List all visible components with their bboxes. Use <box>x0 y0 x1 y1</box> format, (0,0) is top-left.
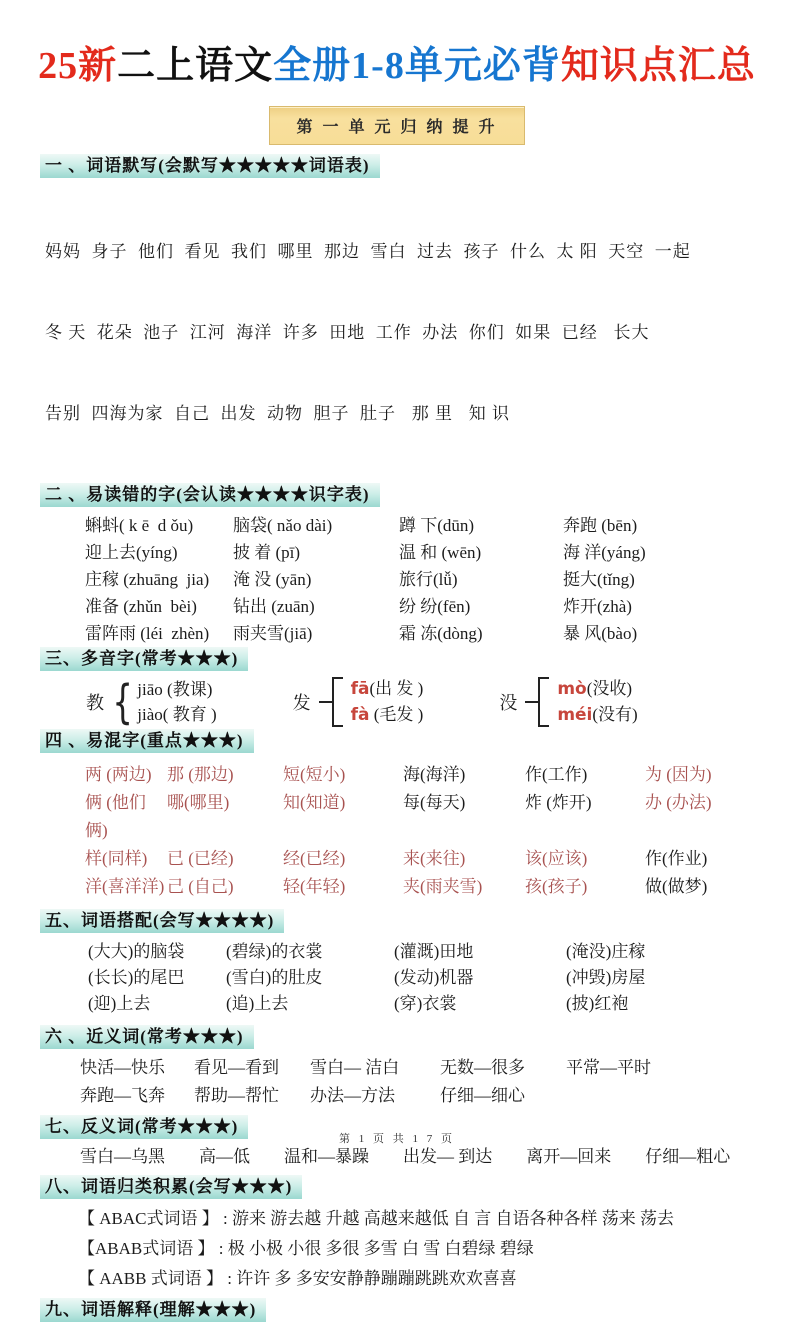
confusable-cell: 为 (因为) <box>645 765 712 784</box>
pinyin-cell: 暴 风(bào) <box>563 624 638 643</box>
confusable-cell: 炸 (炸开) <box>525 793 592 812</box>
reading-line <box>137 702 216 727</box>
pinyin-cell: 霜 冻(dòng) <box>399 624 483 643</box>
antonym-item: 雪白—乌黑 <box>80 1147 165 1166</box>
bracket-connector <box>319 701 332 703</box>
confusable-cell: 已 (已经) <box>167 849 234 868</box>
title-segment: 全册1-8单元必背 <box>273 45 561 87</box>
study-sheet-page <box>0 44 794 1319</box>
pinyin-cell: 挺大(tǐng) <box>563 570 635 589</box>
pinyin-cell: 脑袋( nǎo dài) <box>233 516 333 535</box>
brace-glyph: { <box>112 675 133 729</box>
section-heading-label: 七、反义词(常考★★★) <box>40 1115 248 1139</box>
polyphone-char: 发 <box>292 693 311 713</box>
confusable-cell: 经(已经) <box>283 849 346 868</box>
section-heading-2 <box>40 483 794 507</box>
pinyin-cell: 纷 纷(fēn) <box>399 597 471 616</box>
pinyin-cell: 炸开(zhà) <box>563 597 632 616</box>
reading-text: (毛发 ) <box>369 705 424 724</box>
reading-pinyin: jiāo <box>137 680 163 699</box>
confusable-cell: 每(每天) <box>403 793 466 812</box>
title-segment: 25新 <box>38 45 118 87</box>
polyphone-readings <box>351 676 424 728</box>
synonym-item: 看见—看到 <box>194 1058 279 1077</box>
confusable-cell: 该(应该) <box>525 849 588 868</box>
reading-text: (没有) <box>592 705 638 724</box>
unit-banner-row <box>0 106 794 144</box>
polyphone-group <box>499 676 637 728</box>
pinyin-cell: 披 着 (pī) <box>233 543 301 562</box>
section-heading-3 <box>40 647 794 671</box>
collocation-cell: (迎)上去 <box>88 994 151 1013</box>
polyphone-readings <box>137 677 216 727</box>
confusable-cell: 作(作业) <box>645 849 708 868</box>
synonym-item: 帮助—帮忙 <box>194 1086 279 1105</box>
pattern-line: 【 ABAC式词语 】 : 游来 游去越 升越 高越来越低 自 言 自语各种各样 荡来 荡去 <box>78 1209 674 1228</box>
polyphone-group <box>86 677 217 727</box>
collocation-cell: (灌溉)田地 <box>394 942 474 961</box>
pinyin-cell: 海 洋(yáng) <box>563 543 646 562</box>
pinyin-cell: 蹲 下(dūn) <box>399 516 475 535</box>
confusable-cell: 己 (自己) <box>167 877 234 896</box>
section-heading-label: 八、词语归类积累(会写★★★) <box>40 1175 302 1199</box>
synonym-item: 奔跑—飞奔 <box>80 1086 165 1105</box>
pinyin-cell: 奔跑 (bēn) <box>563 516 638 535</box>
section-heading-1 <box>40 154 794 178</box>
collocation-cell: (穿)衣裳 <box>394 994 457 1013</box>
confusable-cell: 作(工作) <box>525 765 588 784</box>
collocation-cell: (发动)机器 <box>394 968 474 987</box>
collocation-table <box>88 939 774 1017</box>
title-segment: 知识点汇总 <box>560 45 756 87</box>
antonym-item: 温和—暴躁 <box>284 1147 369 1166</box>
section-heading-label: 二 、易读错的字(会认读★★★★识字表) <box>40 483 380 507</box>
pinyin-cell: 淹 没 (yān) <box>233 570 312 589</box>
unit-banner: 第 一 单 元 归 纳 提 升 <box>269 106 524 145</box>
pinyin-cell: 迎上去(yíng) <box>85 543 178 562</box>
confusable-cell: 两 (两边) <box>85 765 152 784</box>
pinyin-cell: 温 和 (wēn) <box>399 543 482 562</box>
confusable-cell: 办 (办法) <box>645 793 712 812</box>
synonym-item: 办法—方法 <box>310 1086 395 1105</box>
collocation-cell: (冲毁)房屋 <box>566 968 646 987</box>
section-heading-label: 九、词语解释(理解★★★) <box>40 1298 266 1322</box>
collocation-cell: (雪白)的肚皮 <box>226 968 323 987</box>
collocation-cell: (追)上去 <box>226 994 289 1013</box>
word-list-line: 妈妈 身子 他们 看见 我们 哪里 那边 雪白 过去 孩子 什么 太 阳 天空 一起 <box>45 242 691 261</box>
bracket-shape <box>538 677 549 727</box>
word-list-line: 冬 天 花朵 池子 江河 海洋 许多 田地 工作 办法 你们 如果 已经 长大 <box>45 323 650 342</box>
confusable-cell: 夹(雨夹雪) <box>403 877 483 896</box>
reading-line <box>557 702 637 728</box>
antonym-row <box>80 1144 774 1170</box>
section-heading-9 <box>40 1298 794 1322</box>
synonym-item: 快活—快乐 <box>80 1058 165 1077</box>
polyphone-readings <box>557 676 637 728</box>
pinyin-cell: 雷阵雨 (léi zhèn) <box>85 624 210 643</box>
section-heading-8 <box>40 1175 794 1199</box>
pinyin-cell: 雨夹雪(jiā) <box>233 624 313 643</box>
reading-pinyin: mò <box>557 679 587 699</box>
reading-text: (出 发 ) <box>369 679 424 698</box>
antonym-item: 仔细—粗心 <box>645 1147 731 1166</box>
confusable-cell: 洋(喜洋洋) <box>85 877 165 896</box>
reading-pinyin: jiào <box>137 705 163 724</box>
confusable-characters-table <box>85 761 774 901</box>
confusable-cell: 海(海洋) <box>403 765 466 784</box>
word-dictation-list <box>45 184 764 481</box>
pinyin-cell: 旅行(lǚ) <box>399 570 458 589</box>
synonym-item: 无数—很多 <box>440 1058 525 1077</box>
reading-pinyin: fà <box>350 705 370 725</box>
reading-pinyin: fā <box>350 679 370 699</box>
confusable-cell: 知(知道) <box>283 793 346 812</box>
confusable-cell: 来(来往) <box>403 849 466 868</box>
collocation-cell: (披)红袍 <box>566 994 629 1013</box>
reading-line <box>557 676 637 702</box>
polyphone-char: 没 <box>499 693 518 713</box>
reading-text: (没收) <box>586 679 633 698</box>
section-heading-4 <box>40 729 794 753</box>
reading-line <box>351 702 424 728</box>
reading-text: ( 教育 ) <box>162 705 217 724</box>
bracket-connector <box>525 701 538 703</box>
page-footer: 第 1 页 共 1 7 页 <box>339 1133 455 1145</box>
confusable-cell: 孩(孩子) <box>525 877 588 896</box>
section-heading-label: 五、词语搭配(会写★★★★) <box>40 909 284 933</box>
synonym-table <box>80 1054 774 1110</box>
collocation-cell: (碧绿)的衣裳 <box>226 942 323 961</box>
confusable-cell: 做(做梦) <box>645 877 708 896</box>
confusable-cell: 短(短小) <box>283 765 346 784</box>
antonym-item: 离开—回来 <box>526 1147 612 1166</box>
title-segment: 二上语文 <box>117 45 274 87</box>
collocation-cell: (大大)的脑袋 <box>88 942 185 961</box>
bracket-shape <box>332 677 343 727</box>
synonym-item: 仔细—细心 <box>440 1086 525 1105</box>
pattern-line: 【ABAB式词语 】 : 极 小极 小很 多很 多雪 白 雪 白碧绿 碧绿 <box>78 1239 534 1258</box>
section-heading-5 <box>40 909 794 933</box>
antonym-item: 出发— 到达 <box>403 1147 493 1166</box>
reading-line <box>351 676 424 702</box>
synonym-item: 平常—平时 <box>566 1058 651 1077</box>
section-heading-label: 三、多音字(常考★★★) <box>40 647 248 671</box>
pinyin-cell: 蝌蚪( k ē d ǒu) <box>85 516 194 535</box>
pinyin-cell: 钻出 (zuān) <box>233 597 315 616</box>
section-heading-label: 一 、词语默写(会默写★★★★★词语表) <box>40 154 380 178</box>
polyphone-row <box>86 675 794 729</box>
pinyin-cell: 准备 (zhǔn bèi) <box>85 597 197 616</box>
confusable-cell: 轻(年轻) <box>283 877 346 896</box>
section-heading-label: 四 、易混字(重点★★★) <box>40 729 254 753</box>
polyphone-group <box>293 676 424 728</box>
pattern-line: 【 AABB 式词语 】 : 许许 多 多安安静静蹦蹦跳跳欢欢喜喜 <box>78 1269 517 1288</box>
collocation-cell: (长长)的尾巴 <box>88 968 185 987</box>
confusable-cell: 俩 (他们俩) <box>85 793 146 840</box>
confusable-cell: 哪(哪里) <box>167 793 230 812</box>
polyphone-char: 教 <box>86 693 104 713</box>
pinyin-cell: 庄稼 (zhuāng jia) <box>85 570 210 589</box>
section-heading-6 <box>40 1025 794 1049</box>
reading-text: (教课) <box>162 680 213 699</box>
collocation-cell: (淹没)庄稼 <box>566 942 646 961</box>
misread-characters-table <box>85 512 774 647</box>
section-heading-label: 六 、近义词(常考★★★) <box>40 1025 254 1049</box>
reading-line <box>137 677 216 702</box>
synonym-item: 雪白— 洁白 <box>310 1058 400 1077</box>
word-list-line: 告别 四海为家 自己 出发 动物 胆子 肚子 那 里 知 识 <box>45 404 510 423</box>
document-title <box>10 44 784 88</box>
confusable-cell: 样(同样) <box>85 849 148 868</box>
word-pattern-list <box>78 1204 774 1294</box>
antonym-item: 高—低 <box>199 1147 250 1166</box>
reading-pinyin: méi <box>557 705 593 725</box>
confusable-cell: 那 (那边) <box>167 765 234 784</box>
